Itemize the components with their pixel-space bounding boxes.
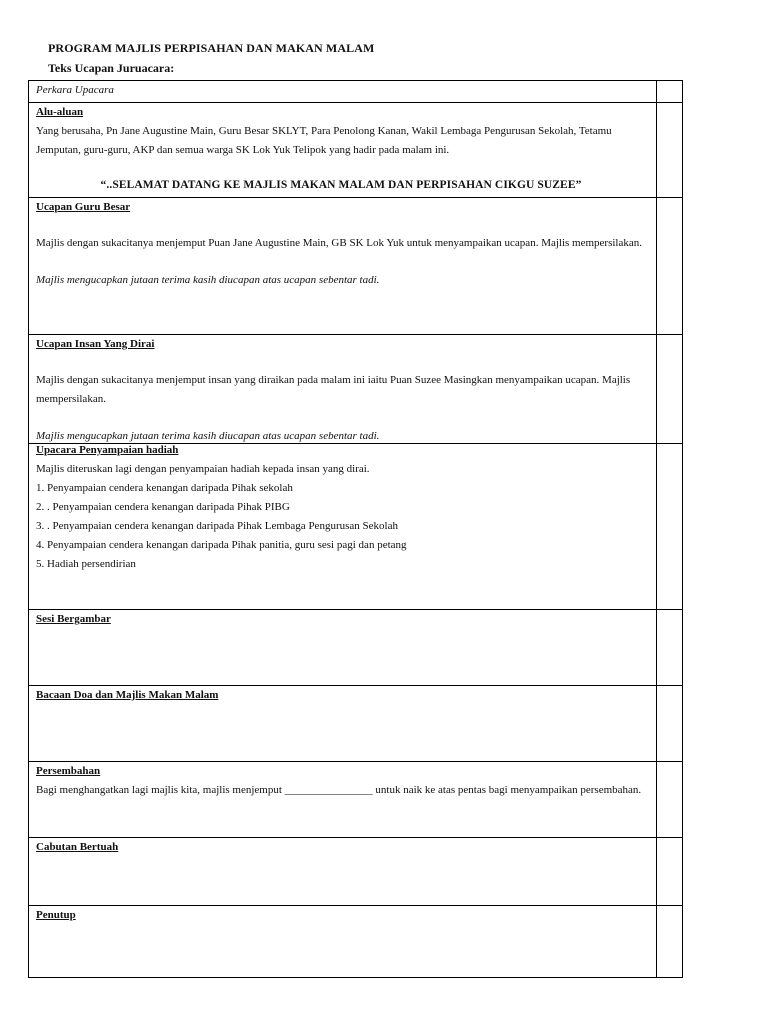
section-heading: Persembahan xyxy=(36,765,101,777)
section-body: Bagi menghangatkan lagi majlis kita, majlis menjemput ________________ untuk naik ke atas pentas bagi menyampaikan persembahan. xyxy=(36,784,642,796)
table-header-row xyxy=(29,81,682,102)
section-heading: Ucapan Guru Besar xyxy=(36,201,131,213)
section-heading: Cabutan Bertuah xyxy=(36,841,119,853)
list-item: 3. . Penyampaian cendera kenangan daripada Pihak Lembaga Pengurusan Sekolah xyxy=(36,520,398,532)
section-body: Yang berusaha, Pn Jane Augustine Main, Guru Besar SKLYT, Para Penolong Kanan, Wakil Lembaga Pengurusan Sekolah, Tetamu Jemputan, guru-guru, AKP dan semua warga SK Lok Yuk Telipok yang hadir pada malam ini. xyxy=(36,125,612,156)
thanks-note: Majlis mengucapkan jutaan terima kasih diucapan atas ucapan sebentar tadi. xyxy=(36,274,380,286)
section-heading: Sesi Bergambar xyxy=(36,613,111,625)
thanks-note: Majlis mengucapkan jutaan terima kasih diucapan atas ucapan sebentar tadi. xyxy=(36,430,380,442)
header-cell: Perkara Upacara xyxy=(36,84,114,96)
section-cabutan xyxy=(29,837,682,906)
section-intro: Majlis diteruskan lagi dengan penyampaian hadiah kepada insan yang dirai. xyxy=(36,463,370,475)
list-item: 1. Penyampaian cendera kenangan daripada Pihak sekolah xyxy=(36,482,293,494)
section-heading: Ucapan Insan Yang Dirai xyxy=(36,338,155,350)
section-heading: Upacara Penyampaian hadiah xyxy=(36,444,179,456)
section-insan-dirai xyxy=(29,334,682,444)
section-guru-besar xyxy=(29,197,682,335)
section-heading: Alu-aluan xyxy=(36,106,84,118)
list-item: 5. Hadiah persendirian xyxy=(36,558,136,570)
list-item: 2. . Penyampaian cendera kenangan daripada Pihak PIBG xyxy=(36,501,290,513)
document-title: PROGRAM MAJLIS PERPISAHAN DAN MAKAN MALAM xyxy=(48,41,375,55)
section-heading: Penutup xyxy=(36,909,76,921)
section-hadiah xyxy=(29,443,682,610)
section-penutup xyxy=(29,905,682,979)
column-divider-right xyxy=(682,81,683,977)
section-body: Majlis dengan sukacitanya menjemput Puan Jane Augustine Main, GB SK Lok Yuk untuk menyampaikan ucapan. Majlis mempersilakan. xyxy=(36,237,643,249)
section-doa xyxy=(29,685,682,762)
section-aluan xyxy=(29,102,682,198)
ceremony-table xyxy=(28,80,683,978)
section-bergambar xyxy=(29,609,682,686)
document-subtitle: Teks Ucapan Juruacara: xyxy=(48,61,175,75)
welcome-banner: “..SELAMAT DATANG KE MAJLIS MAKAN MALAM DAN PERPISAHAN CIKGU SUZEE” xyxy=(100,179,582,191)
section-heading: Bacaan Doa dan Majlis Makan Malam xyxy=(36,689,219,701)
section-persembahan xyxy=(29,761,682,838)
list-item: 4. Penyampaian cendera kenangan daripada Pihak panitia, guru sesi pagi dan petang xyxy=(36,539,407,551)
section-body: Majlis dengan sukacitanya menjemput insan yang diraikan pada malam ini iaitu Puan Suzee Masingkan menyampaikan ucapan. Majlis mempersilakan. xyxy=(36,374,631,405)
